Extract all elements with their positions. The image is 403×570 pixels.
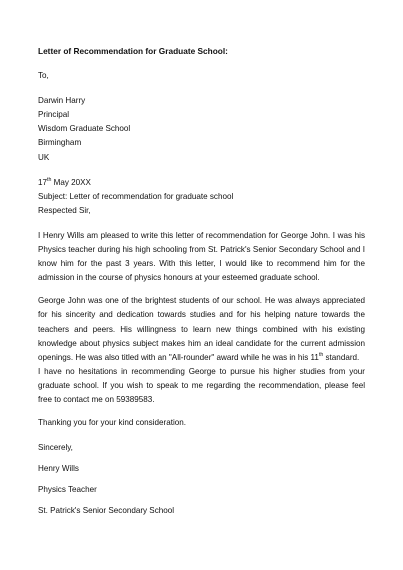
paragraph-2-main: George John was one of the brightest students of our school. He was always appreciated for his sincerity and dedication towards studies and for his helping nature towards the teachers and peers. His willingness to learn new things combined with his existing knowledge about physics subject makes him an ideal candidate for the current admission openings. He was also titled with an "All-rounder" award while he was in his xyxy=(38,296,365,362)
letter-meta xyxy=(38,176,365,218)
body-paragraph-1: I Henry Wills am pleased to write this letter of recommendation for George John. I was his Physics teacher during his high schooling from St. Patrick's Senior Secondary School and I know him for the past 3 years. With this letter, I would like to recommend him for the admission in the course of physics honours at your esteemed graduate school. xyxy=(38,230,365,283)
recipient-institution: Wisdom Graduate School xyxy=(38,124,131,134)
paragraph-2-grade: 11 xyxy=(310,352,319,362)
paragraph-2-end: standard. xyxy=(323,352,360,362)
date-rest: May 20XX xyxy=(51,177,91,187)
date-day: 17 xyxy=(38,177,48,187)
body-paragraph-2 xyxy=(38,294,365,364)
letter-subject: Subject: Letter of recommendation for graduate school xyxy=(38,191,234,201)
thanks-line: Thanking you for your kind consideration. xyxy=(38,418,187,428)
closing-line: Sincerely, xyxy=(38,443,73,453)
recipient-name: Darwin Harry xyxy=(38,96,86,106)
date-suffix: th xyxy=(47,176,52,183)
recipient-country: UK xyxy=(38,152,50,162)
signature-school: St. Patrick's Senior Secondary School xyxy=(38,506,175,516)
letter-date xyxy=(38,176,365,190)
recipient-address xyxy=(38,94,365,164)
body-paragraph-3: I have no hesitations in recommending George to pursue his higher studies from your graduate school. If you wish to speak to me regarding the recommendation, please feel free to contact me on 59389583. xyxy=(38,366,365,404)
recipient-city: Birmingham xyxy=(38,138,82,148)
paragraph-2-suffix: th xyxy=(318,351,324,358)
letter-title: Letter of Recommendation for Graduate School: xyxy=(38,46,228,56)
recipient-designation: Principal xyxy=(38,110,70,120)
signature-name: Henry Wills xyxy=(38,464,79,474)
salutation: Respected Sir, xyxy=(38,205,91,215)
to-line: To, xyxy=(38,71,49,81)
signature-role: Physics Teacher xyxy=(38,485,97,495)
